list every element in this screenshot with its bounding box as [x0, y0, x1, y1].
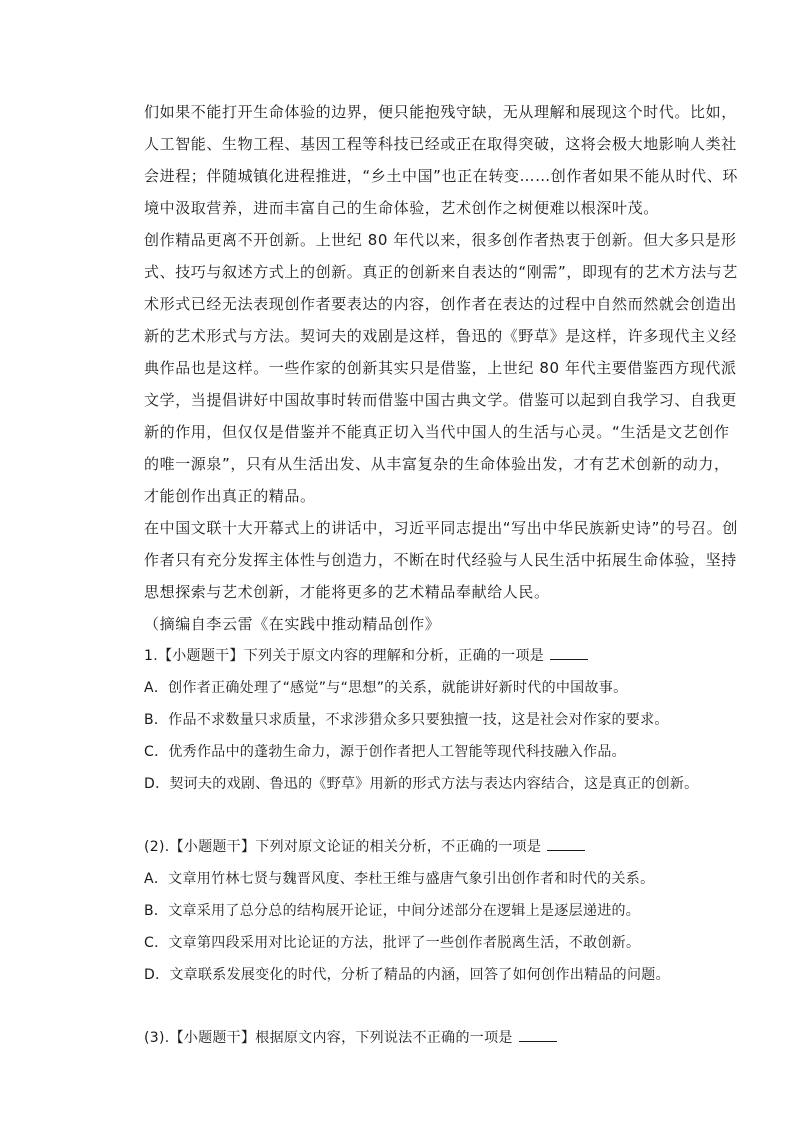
- question-2: [144, 831, 684, 991]
- option-c: C．优秀作品中的蓬勃生命力，源于创作者把人工智能等现代科技融入作品。: [144, 744, 626, 760]
- text-line: 们如果不能打开生命体验的边界，便只能抱残守缺，无从理解和展现这个时代。比如，: [144, 103, 737, 121]
- question-stem-text: (2).【小题题干】下列对原文论证的相关分析，不正确的一项是: [144, 839, 542, 855]
- question-stem-text: 1.【小题题干】下列关于原文内容的理解和分析，正确的一项是: [144, 648, 545, 664]
- passage-paragraph-1: [144, 96, 738, 224]
- question-stem: [144, 640, 684, 672]
- text-line: 人工智能、生物工程、基因工程等科技已经或正在取得突破，这将会极大地影响人类社: [144, 135, 737, 153]
- question-stem-text: (3).【小题题干】根据原文内容，下列说法不正确的一项是: [144, 1030, 513, 1046]
- option-b: B．文章采用了总分总的结构展开论证，中间分述部分在逻辑上是逐层递进的。: [144, 903, 641, 919]
- passage-source: （摘编自李云雷《在实践中推动精品创作》: [144, 615, 441, 633]
- option-b: B．作品不求数量只求质量，不求涉猎众多只要独擅一技，这是社会对作家的要求。: [144, 712, 669, 728]
- text-line: 作者只有充分发挥主体性与创造力，不断在时代经验与人民生活中拓展生命体验，坚持: [144, 551, 737, 569]
- text-line: 思想探索与艺术创新，才能将更多的艺术精品奉献给人民。: [144, 583, 550, 601]
- spacer: [144, 991, 684, 1022]
- text-line: 新的艺术形式与方法。契诃夫的戏剧是这样，鲁迅的《野草》是这样，许多现代主义经: [144, 327, 737, 345]
- text-line: 文学，当提倡讲好中国故事时转而借鉴中国古典文学。借鉴可以起到自我学习、自我更: [144, 391, 737, 409]
- question-stem: [144, 1022, 684, 1054]
- answer-blank[interactable]: [547, 836, 585, 851]
- passage-paragraph-2: [144, 224, 738, 512]
- question-stem: [144, 831, 684, 863]
- text-line: 术形式已经无法表现创作者要表达的内容，创作者在表达的过程中自然而然就会创造出: [144, 295, 737, 313]
- spacer: [144, 800, 684, 831]
- answer-blank[interactable]: [550, 645, 588, 660]
- question-1: [144, 640, 699, 800]
- text-line: 新的作用，但仅仅是借鉴并不能真正切入当代中国人的生活与心灵。“生活是文艺创作: [144, 423, 730, 441]
- option-a: A．创作者正确处理了“感觉”与“思想”的关系，就能讲好新时代的中国故事。: [144, 680, 628, 696]
- text-line: 在中国文联十大开幕式上的讲话中，习近平同志提出“写出中华民族新史诗”的号召。创: [144, 519, 738, 537]
- text-line: 典作品也是这样。一些作家的创新其实只是借鉴，上世纪 80 年代主要借鉴西方现代派: [144, 359, 737, 377]
- text-line: 的唯一源泉”，只有从生活出发、从丰富复杂的生命体验出发，才有艺术创新的动力，: [144, 455, 730, 473]
- text-line: 会进程；伴随城镇化进程推进，“乡土中国”也正在转变……创作者如果不能从时代、环: [144, 167, 738, 185]
- text-line: 才能创作出真正的精品。: [144, 487, 316, 505]
- answer-blank[interactable]: [519, 1027, 557, 1042]
- option-a: A．文章用竹林七贤与魏晋风度、李杜王维与盛唐气象引出创作者和时代的关系。: [144, 871, 655, 887]
- document-page: [144, 96, 738, 1054]
- option-d: D．文章联系发展变化的时代，分析了精品的内涵，回答了如何创作出精品的问题。: [144, 967, 670, 983]
- text-line: 式、技巧与叙述方式上的创新。真正的创新来自表达的“刚需”，即现有的艺术方法与艺: [144, 263, 738, 281]
- text-line: 创作精品更离不开创新。上世纪 80 年代以来，很多创作者热衷于创新。但大多只是形: [144, 231, 737, 249]
- passage-paragraph-3: [144, 512, 738, 608]
- text-line: 境中汲取营养，进而丰富自己的生命体验，艺术创作之树便难以根深叶茂。: [144, 199, 659, 217]
- option-c: C．文章第四段采用对比论证的方法，批评了一些创作者脱离生活，不敢创新。: [144, 935, 641, 951]
- question-3: [144, 1022, 684, 1054]
- option-d: D．契诃夫的戏剧、鲁迅的《野草》用新的形式方法与表达内容结合，这是真正的创新。: [144, 776, 699, 792]
